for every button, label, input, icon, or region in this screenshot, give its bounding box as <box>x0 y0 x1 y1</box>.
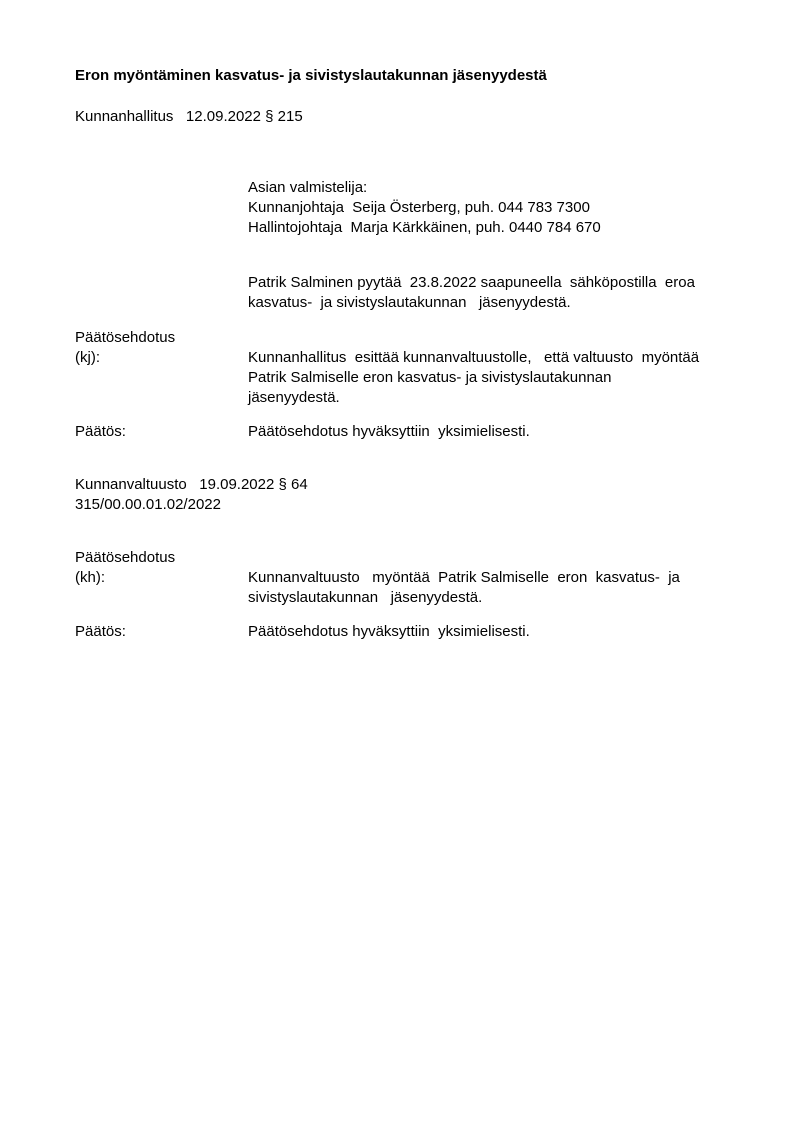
council-meeting-header: Kunnanvaltuusto 19.09.2022 § 64 <box>75 476 308 493</box>
document-title: Eron myöntäminen kasvatus- ja sivistyslautakunnan jäsenyydestä <box>75 67 547 84</box>
council-decision-row <box>75 622 714 642</box>
council-header-block <box>75 475 714 515</box>
council-proposal-row <box>75 548 714 608</box>
proposal-line: sivistyslautakunnan jäsenyydestä. <box>248 589 483 606</box>
case-number: 315/00.00.01.02/2022 <box>75 496 221 513</box>
proposal-line: jäsenyydestä. <box>248 389 340 406</box>
board-decision-row <box>75 422 714 442</box>
decision-text: Päätösehdotus hyväksyttiin yksimielisesti. <box>248 423 530 440</box>
board-meeting-header: Kunnanhallitus 12.09.2022 § 215 <box>75 108 303 125</box>
preparers-block <box>248 178 714 238</box>
background-paragraph <box>248 273 714 313</box>
preparer-line: Hallintojohtaja Marja Kärkkäinen, puh. 0440 784 670 <box>248 219 601 236</box>
background-line: Patrik Salminen pyytää 23.8.2022 saapuneella sähköpostilla eroa <box>248 274 695 291</box>
proposal-line: Patrik Salmiselle eron kasvatus- ja sivistyslautakunnan <box>248 369 612 386</box>
proposal-label-line: (kj): <box>75 349 100 366</box>
background-line: kasvatus- ja sivistyslautakunnan jäsenyydestä. <box>248 294 571 311</box>
decision-text: Päätösehdotus hyväksyttiin yksimielisesti. <box>248 623 530 640</box>
proposal-line: Kunnanvaltuusto myöntää Patrik Salmiselle eron kasvatus- ja <box>248 569 680 586</box>
proposal-label-line: (kh): <box>75 569 105 586</box>
proposal-label-line: Päätösehdotus <box>75 329 176 346</box>
preparer-heading: Asian valmistelija: <box>248 179 368 196</box>
council-proposal-text <box>248 568 714 608</box>
proposal-label-line: Päätösehdotus <box>75 549 176 566</box>
decision-label: Päätös: <box>75 423 126 440</box>
decision-label: Päätös: <box>75 623 126 640</box>
board-proposal-text <box>248 348 714 408</box>
council-proposal-label <box>75 548 248 608</box>
preparer-line: Kunnanjohtaja Seija Österberg, puh. 044 783 7300 <box>248 199 590 216</box>
proposal-line: Kunnanhallitus esittää kunnanvaltuustolle, että valtuusto myöntää <box>248 349 700 366</box>
board-proposal-row <box>75 328 714 408</box>
board-proposal-label <box>75 328 248 408</box>
